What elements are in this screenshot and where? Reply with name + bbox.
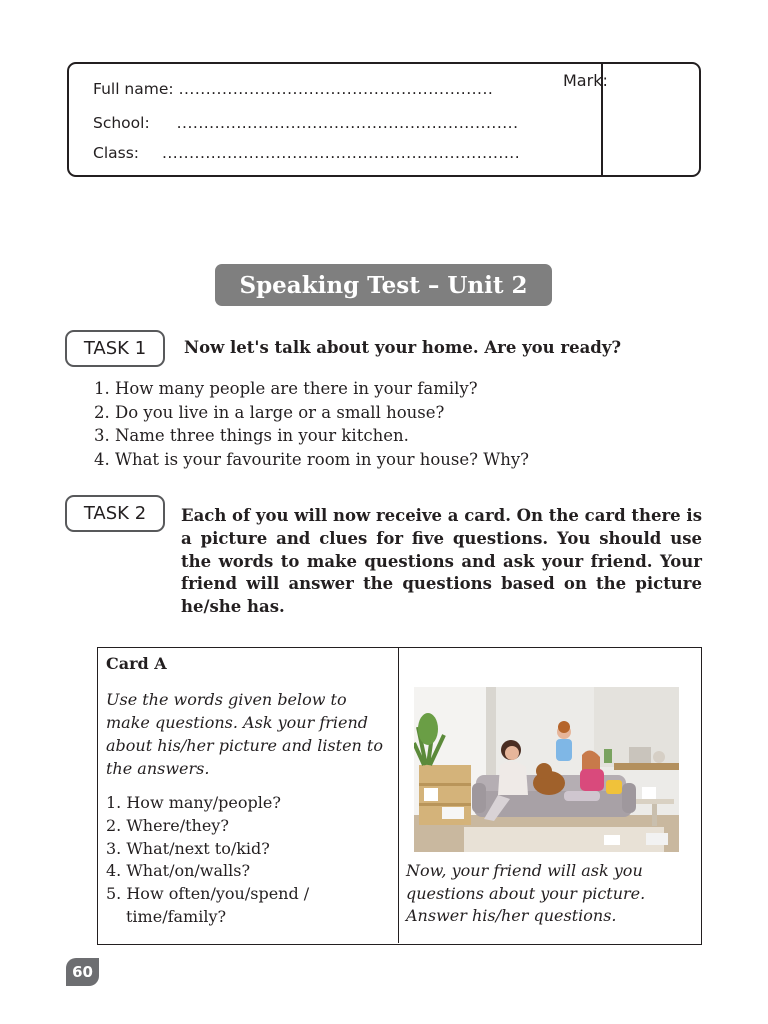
family-photo [414,687,679,852]
school-label: School: [93,114,150,132]
list-item: time/family? [126,906,227,926]
task1-label: TASK 1 [65,330,165,367]
list-item: 4. What/on/walls? [106,861,251,881]
full-name-row [93,80,493,98]
card-a-table [97,647,702,945]
school-row [93,114,519,132]
card-title: Card A [106,654,167,673]
task2-intro: Each of you will now receive a card. On the card there is a picture and clues for five questions. You should use the words to make questions and ask your friend. Your friend will answer the questions based on the picture he/she has. [181,506,702,617]
class-label: Class: [93,144,140,162]
list-item: 4. What is your favourite room in your house? Why? [94,449,529,469]
card-divider [398,648,399,943]
card-clue-list [106,792,309,929]
class-field[interactable]: .................................................................. [161,144,521,162]
school-field[interactable]: ............................................................... [176,114,519,132]
list-item: 2. Where/they? [106,815,229,835]
list-item: 3. What/next to/kid? [106,838,270,858]
full-name-field[interactable]: .......................................................... [178,80,494,98]
task2-label: TASK 2 [65,495,165,532]
task1-question-list [94,377,529,471]
list-item: 2. Do you live in a large or a small house? [94,402,445,422]
list-item: 1. How many people are there in your family? [94,379,478,398]
class-row [93,144,520,162]
full-name-label: Full name: [93,80,174,98]
card-note: Now, your friend will ask you questions about your picture. Answer his/her questions. [406,861,646,925]
page-title: Speaking Test – Unit 2 [215,264,552,306]
card-instructions: Use the words given below to make questions. Ask your friend about his/her picture and listen to the answers. [106,690,383,778]
page-number: 60 [66,958,99,986]
list-item: 5. How often/you/spend / [106,884,310,904]
task1-intro: Now let's talk about your home. Are you ready? [184,338,622,357]
mark-label: Mark: [563,71,608,90]
student-info-box [67,62,701,177]
list-item: 3. Name three things in your kitchen. [94,426,409,445]
list-item: 1. How many/people? [106,793,281,812]
